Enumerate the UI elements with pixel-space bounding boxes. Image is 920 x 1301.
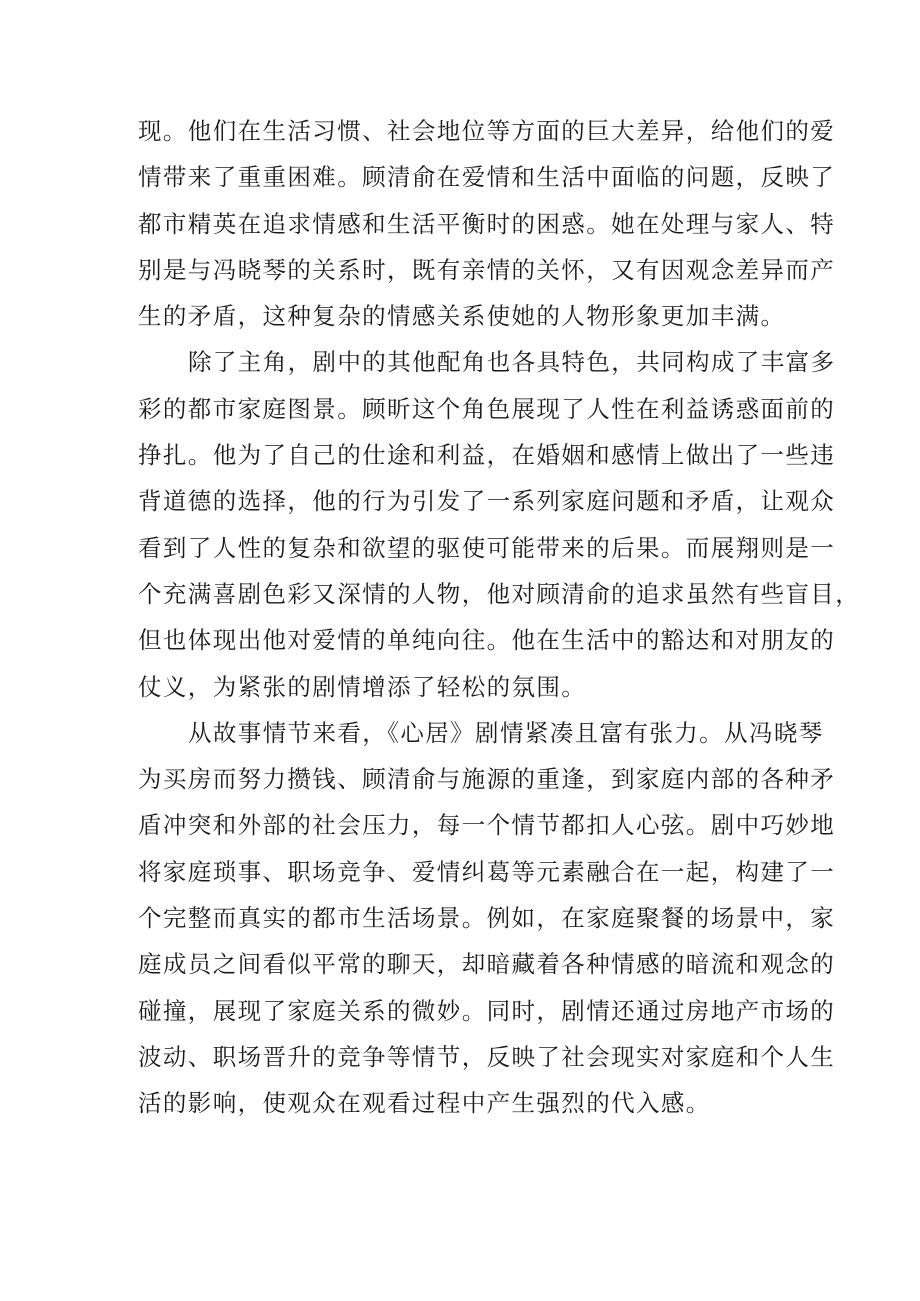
text-line: 看到了人性的复杂和欲望的驱使可能带来的后果。而展翔则是一 [138, 533, 836, 562]
text-line: 个完整而真实的都市生活场景。例如，在家庭聚餐的场景中，家 [138, 904, 836, 933]
text-line: 碰撞，展现了家庭关系的微妙。同时，剧情还通过房地产市场的 [138, 996, 836, 1025]
text-line: 彩的都市家庭图景。顾昕这个角色展现了人性在利益诱惑面前的 [138, 394, 836, 423]
text-line: 个充满喜剧色彩又深情的人物，他对顾清俞的追求虽然有些盲目， [138, 579, 861, 608]
text-line: 为买房而努力攒钱、顾清俞与施源的重逢，到家庭内部的各种矛 [138, 765, 836, 794]
text-line: 生的矛盾，这种复杂的情感关系使她的人物形象更加丰满。 [138, 302, 786, 331]
text-line: 庭成员之间看似平常的聊天，却暗藏着各种情感的暗流和观念的 [138, 950, 836, 979]
paragraph-2 [138, 339, 861, 709]
paragraph-3 [138, 710, 836, 1127]
text-line: 背道德的选择，他的行为引发了一系列家庭问题和矛盾，让观众 [138, 487, 836, 516]
text-line: 从故事情节来看，《心居》剧情紧凑且富有张力。从冯晓琴 [188, 718, 824, 747]
text-line: 除了主角，剧中的其他配角也各具特色，共同构成了丰富多 [188, 348, 836, 377]
text-line: 别是与冯晓琴的关系时，既有亲情的关怀，又有因观念差异而产 [138, 255, 836, 284]
text-line: 波动、职场晋升的竞争等情节，反映了社会现实对家庭和个人生 [138, 1042, 836, 1071]
text-line: 仗义，为紧张的剧情增添了轻松的氛围。 [138, 672, 587, 701]
text-line: 情带来了重重困难。顾清俞在爱情和生活中面临的问题，反映了 [138, 163, 836, 192]
text-line: 盾冲突和外部的社会压力，每一个情节都扣人心弦。剧中巧妙地 [138, 811, 836, 840]
text-line: 挣扎。他为了自己的仕途和利益，在婚姻和感情上做出了一些违 [138, 441, 836, 470]
text-line: 活的影响，使观众在观看过程中产生强烈的代入感。 [138, 1089, 711, 1118]
text-line: 但也体现出他对爱情的单纯向往。他在生活中的豁达和对朋友的 [138, 626, 836, 655]
text-line: 将家庭琐事、职场竞争、爱情纠葛等元素融合在一起，构建了一 [138, 857, 836, 886]
text-line: 现。他们在生活习惯、社会地位等方面的巨大差异，给他们的爱 [138, 117, 836, 145]
paragraph-1 [138, 108, 836, 339]
text-line: 都市精英在追求情感和生活平衡时的困惑。她在处理与家人、特 [138, 209, 836, 238]
body-text [138, 108, 861, 1127]
